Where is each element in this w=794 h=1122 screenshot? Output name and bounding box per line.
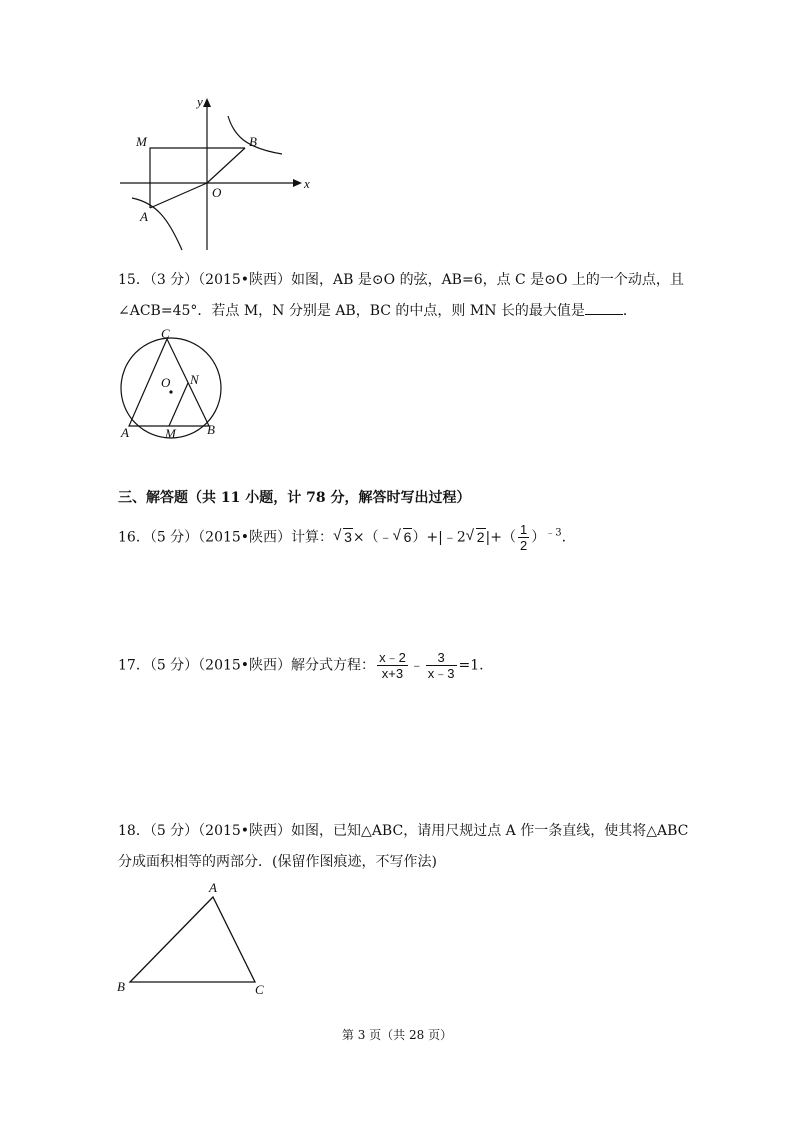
q16-end: .	[561, 529, 567, 546]
label-C: C	[161, 328, 170, 341]
q17-minus: ﹣	[409, 657, 424, 674]
q18-figure	[112, 878, 282, 998]
q17-prefix: 17．（5 分）（2015•陕西）解分式方程：	[118, 657, 376, 674]
q16-times: ×（﹣	[352, 529, 393, 546]
rectangle-lines	[150, 148, 245, 208]
label-B: B	[117, 979, 125, 994]
q15-line1: 15．（3 分）（2015•陕西）如图，AB 是⊙O 的弦，AB=6，点 C 是⊙O 上的一个动点，且	[118, 272, 684, 288]
q18-line2: 分成面积相等的两部分．(保留作图痕迹，不写作法)	[118, 854, 437, 870]
q16-exponent: ﹣3	[545, 527, 562, 539]
answer-blank	[585, 302, 623, 315]
label-O: O	[161, 375, 171, 390]
q18-line1: 18．（5 分）（2015•陕西）如图，已知△ABC，请用尺规过点 A 作一条直线，使其将△ABC	[118, 823, 689, 839]
fraction-one-half: $\frac{1}{2}$	[520, 522, 528, 553]
q14-figure	[110, 90, 320, 260]
q15-line2-text: ∠ACB=45°．若点 M，N 分别是 AB，BC 的中点，则 MN 长的最大值是	[118, 303, 585, 319]
q15-line2	[118, 301, 637, 321]
q17-rhs: =1.	[458, 657, 484, 674]
segment-MN	[169, 383, 188, 426]
q15-line2-end: ．	[622, 303, 637, 319]
label-M: M	[136, 134, 147, 149]
sqrt-3: √ 3	[333, 527, 353, 547]
label-x: x	[304, 176, 310, 191]
q15-figure	[112, 328, 232, 443]
label-O: O	[212, 185, 222, 200]
fraction-2: $\frac{3}{x﹣3}$	[427, 650, 455, 681]
sqrt-2: √ 2	[466, 527, 486, 547]
label-N: N	[190, 372, 199, 387]
label-y: y	[197, 94, 203, 109]
q16-mid: ）+|﹣2	[412, 529, 466, 546]
fraction-1: $\frac{x﹣2}{x+3}$	[379, 650, 406, 681]
segment-OA	[150, 183, 207, 208]
hyperbola-lower-branch	[132, 198, 182, 250]
q16-abs-close: |+（	[485, 529, 516, 546]
q16-paren-close: ）	[531, 529, 546, 546]
label-B: B	[207, 422, 215, 437]
y-axis-arrow	[203, 98, 211, 107]
sqrt-6: √ 6	[393, 527, 413, 547]
q16-prefix: 16．（5 分）（2015•陕西）计算：	[118, 529, 334, 546]
label-A: A	[121, 425, 129, 440]
segment-OB	[207, 148, 245, 183]
label-A: A	[140, 209, 148, 224]
label-C: C	[255, 982, 264, 997]
x-axis-arrow	[293, 179, 302, 187]
triangle-ABC	[130, 897, 255, 982]
page-footer: 第 3 页（共 28 页）	[341, 1028, 453, 1042]
label-B: B	[249, 134, 257, 149]
label-M: M	[165, 426, 176, 441]
section-heading: 三、解答题（共 11 小题，计 78 分，解答时写出过程）	[118, 490, 471, 506]
q17-line	[118, 650, 484, 681]
circle-O	[121, 338, 221, 438]
label-A: A	[209, 880, 217, 895]
point-O	[169, 390, 172, 393]
q16-line	[118, 522, 566, 553]
